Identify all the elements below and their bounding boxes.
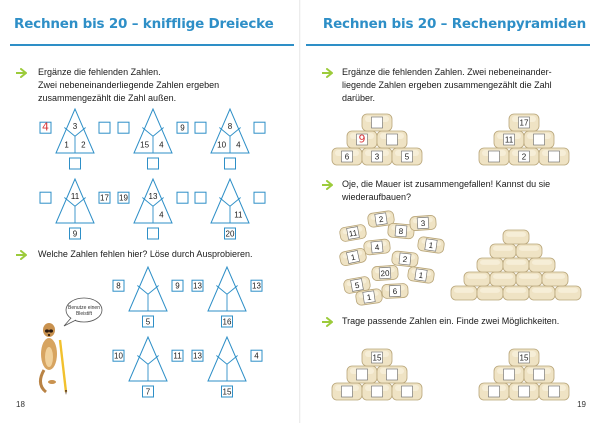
brick — [539, 383, 569, 400]
brick — [377, 366, 407, 383]
brick-number: 15 — [372, 353, 382, 363]
bottom-answer-box[interactable] — [225, 158, 236, 169]
brick — [516, 244, 542, 258]
brick-answer-box[interactable] — [519, 386, 530, 397]
brick-highlight — [506, 260, 526, 265]
brick — [377, 131, 407, 148]
speech-bubble-line-2: Bleistift — [75, 311, 93, 317]
left-answer-box-value: 19 — [119, 193, 128, 203]
bottom-answer-box-value: 5 — [145, 317, 151, 327]
brick — [542, 272, 568, 286]
triangle-top-number: 11 — [70, 191, 80, 201]
pyramid-exercises — [300, 0, 600, 423]
left-answer-box[interactable] — [118, 122, 129, 133]
arrow-right-icon — [16, 250, 28, 260]
brick-highlight — [545, 274, 565, 279]
brick-number: 20 — [380, 268, 390, 279]
brick — [479, 148, 509, 165]
brick-answer-box[interactable] — [489, 151, 500, 162]
number-triangle — [192, 337, 262, 397]
instruction-2: Oje, die Mauer ist zusammengefallen! Kannst du sie wiederaufbauen? — [342, 179, 551, 202]
brick-answer-box[interactable] — [549, 386, 560, 397]
brick-number: 5 — [404, 152, 410, 162]
brick-highlight — [519, 246, 539, 251]
brick-highlight — [454, 288, 474, 293]
brick — [494, 131, 524, 148]
brick — [451, 286, 477, 300]
brick — [382, 283, 409, 298]
brick-highlight — [558, 288, 578, 293]
brick-number: 1 — [366, 292, 372, 303]
number-triangle — [195, 109, 265, 169]
brick-highlight — [532, 260, 552, 265]
brick-highlight — [532, 288, 552, 293]
right-page — [300, 0, 600, 423]
scattered-brick — [407, 266, 435, 283]
left-answer-box[interactable] — [195, 122, 206, 133]
brick-number: 2 — [402, 254, 408, 265]
bottom-answer-box[interactable] — [70, 158, 81, 169]
brick-highlight — [519, 274, 539, 279]
brick-answer-box[interactable] — [387, 369, 398, 380]
brick — [503, 258, 529, 272]
bottom-answer-box-value: 7 — [145, 387, 151, 397]
brick — [477, 286, 503, 300]
brick — [524, 366, 554, 383]
brick — [392, 383, 422, 400]
brick — [509, 383, 539, 400]
bottom-answer-box-value: 20 — [225, 229, 235, 239]
brick — [407, 266, 435, 283]
brick — [362, 148, 392, 165]
brick-answer-box[interactable] — [357, 369, 368, 380]
number-pyramid — [479, 114, 569, 165]
page-number: 19 — [577, 400, 586, 409]
left-answer-box[interactable] — [40, 192, 51, 203]
page-title: Rechnen bis 20 – Rechenpyramiden — [322, 16, 586, 32]
instruction-1: Ergänze die fehlenden Zahlen. Zwei nebeneinanderliegende Zahlen ergeben zusammengezählt die Zahl außen. — [38, 67, 220, 103]
instruction-3: Trage passende Zahlen ein. Finde zwei Möglichkeiten. — [342, 316, 560, 326]
brick — [524, 131, 554, 148]
bottom-answer-box[interactable] — [148, 158, 159, 169]
bottom-answer-box-value: 16 — [222, 317, 232, 327]
number-triangle — [40, 179, 110, 239]
left-answer-box-value: 10 — [114, 351, 123, 361]
brick — [479, 383, 509, 400]
number-triangle — [195, 179, 265, 239]
brick — [372, 265, 399, 281]
scattered-brick — [339, 224, 367, 242]
brick — [392, 148, 422, 165]
triangle-top-number: 13 — [148, 191, 158, 201]
brick-answer-box[interactable] — [549, 151, 560, 162]
brick — [391, 251, 418, 268]
right-answer-box[interactable] — [177, 192, 188, 203]
speech-bubble-line-1: Benutze einen — [68, 305, 100, 311]
brick — [503, 286, 529, 300]
brick-answer-box[interactable] — [489, 386, 500, 397]
brick — [503, 230, 529, 244]
brick-highlight — [506, 232, 526, 237]
brick-highlight — [493, 274, 513, 279]
triangle-right-number: 2 — [81, 140, 86, 150]
brick-number: 1 — [418, 270, 424, 281]
left-answer-box-value: 8 — [116, 281, 121, 291]
number-triangle — [192, 267, 262, 327]
brick-number: 3 — [374, 152, 380, 162]
brick — [363, 239, 390, 256]
right-answer-box[interactable] — [254, 192, 265, 203]
brick-answer-box[interactable] — [387, 134, 398, 145]
right-answer-box[interactable] — [99, 122, 110, 133]
brick — [555, 286, 581, 300]
brick-number: 8 — [398, 226, 404, 237]
page-number: 18 — [16, 400, 25, 409]
brick-number: 3 — [420, 218, 426, 229]
number-pyramid — [332, 114, 422, 165]
right-answer-box-value: 9 — [175, 281, 180, 291]
brick-answer-box[interactable] — [342, 386, 353, 397]
brick — [529, 286, 555, 300]
brick — [539, 148, 569, 165]
right-answer-box-value: 9 — [180, 123, 185, 133]
brick — [509, 148, 539, 165]
brick-highlight — [506, 288, 526, 293]
title-rule — [10, 44, 294, 46]
triangle-left-number: 15 — [140, 140, 150, 150]
brick — [490, 272, 516, 286]
brick — [347, 131, 377, 148]
scattered-brick — [372, 265, 399, 281]
brick-answer-box[interactable] — [402, 386, 413, 397]
brick — [417, 236, 445, 253]
left-answer-box-value: 4 — [42, 120, 49, 134]
number-pyramid — [479, 349, 569, 400]
brick — [362, 383, 392, 400]
brick-highlight — [480, 288, 500, 293]
brick-number: 11 — [348, 228, 358, 239]
brick — [494, 366, 524, 383]
scattered-brick — [363, 239, 390, 256]
right-answer-box-value: 13 — [252, 281, 261, 291]
brick — [410, 215, 437, 231]
brick-number: 5 — [354, 280, 361, 291]
triangle-right-number: 4 — [236, 140, 241, 150]
brick-number: 9 — [358, 132, 366, 146]
number-triangle — [113, 267, 183, 327]
triangle-right-number: 4 — [159, 140, 164, 150]
brick — [529, 258, 555, 272]
brick-number: 2 — [521, 152, 527, 162]
brick — [509, 114, 539, 131]
brick-number: 4 — [374, 242, 380, 253]
brick-highlight — [493, 246, 513, 251]
right-answer-box-value: 4 — [254, 351, 259, 361]
brick — [516, 272, 542, 286]
brick-number: 2 — [378, 214, 384, 225]
brick-answer-box[interactable] — [504, 369, 515, 380]
brick — [362, 114, 392, 131]
brick — [339, 224, 367, 242]
meerkat-illustration — [24, 292, 104, 397]
brick-answer-box[interactable] — [372, 386, 383, 397]
brick-number: 15 — [519, 353, 529, 363]
brick — [347, 366, 377, 383]
brick-number: 11 — [504, 135, 514, 145]
left-answer-box-value: 13 — [193, 281, 202, 291]
instruction-2: Welche Zahlen fehlen hier? Löse durch Ausprobieren. — [38, 249, 253, 259]
arrow-right-icon — [16, 68, 28, 78]
brick — [339, 247, 367, 266]
brick-number: 17 — [519, 118, 529, 128]
triangle-right-number: 11 — [234, 210, 243, 220]
scattered-brick — [417, 236, 445, 253]
bottom-answer-box-value: 9 — [72, 229, 78, 239]
scattered-brick — [382, 283, 409, 298]
brick — [464, 272, 490, 286]
bottom-answer-box-value: 15 — [222, 387, 232, 397]
brick — [509, 349, 539, 366]
empty-brick-wall — [451, 230, 581, 300]
triangle-left-number: 1 — [64, 140, 69, 150]
brick — [490, 244, 516, 258]
scattered-bricks — [339, 210, 445, 305]
triangle-left-number: 10 — [217, 140, 227, 150]
brick — [332, 148, 362, 165]
number-pyramid — [332, 349, 422, 400]
brick-highlight — [480, 260, 500, 265]
brick-number: 1 — [349, 252, 357, 263]
brick-number: 6 — [392, 286, 398, 297]
bottom-answer-box[interactable] — [148, 228, 159, 239]
scattered-brick — [339, 247, 367, 266]
triangle-top-number: 3 — [72, 121, 78, 131]
brick — [332, 383, 362, 400]
brick — [362, 349, 392, 366]
brick-answer-box[interactable] — [534, 134, 545, 145]
brick-number: 1 — [428, 240, 434, 251]
scattered-brick — [410, 215, 437, 231]
brick-highlight — [467, 274, 487, 279]
number-triangle — [40, 109, 110, 169]
left-answer-box[interactable] — [195, 192, 206, 203]
brick-answer-box[interactable] — [534, 369, 545, 380]
triangle-top-number: 8 — [227, 121, 233, 131]
page-title: Rechnen bis 20 – knifflige Dreiecke — [14, 16, 274, 32]
brick-answer-box[interactable] — [372, 117, 383, 128]
scattered-brick — [391, 251, 418, 268]
number-triangle — [118, 179, 188, 239]
left-answer-box-value: 13 — [193, 351, 202, 361]
brick-number: 6 — [344, 152, 350, 162]
right-answer-box-value: 17 — [100, 193, 109, 203]
brick — [477, 258, 503, 272]
number-triangle — [113, 337, 183, 397]
number-triangle — [118, 109, 188, 169]
right-answer-box-value: 11 — [173, 351, 182, 361]
right-answer-box[interactable] — [254, 122, 265, 133]
instruction-1: Ergänze die fehlenden Zahlen. Zwei nebeneinander- liegende Zahlen ergeben zusammengezählt die Zahl darüber. — [342, 67, 552, 103]
triangle-right-number: 4 — [159, 210, 164, 220]
